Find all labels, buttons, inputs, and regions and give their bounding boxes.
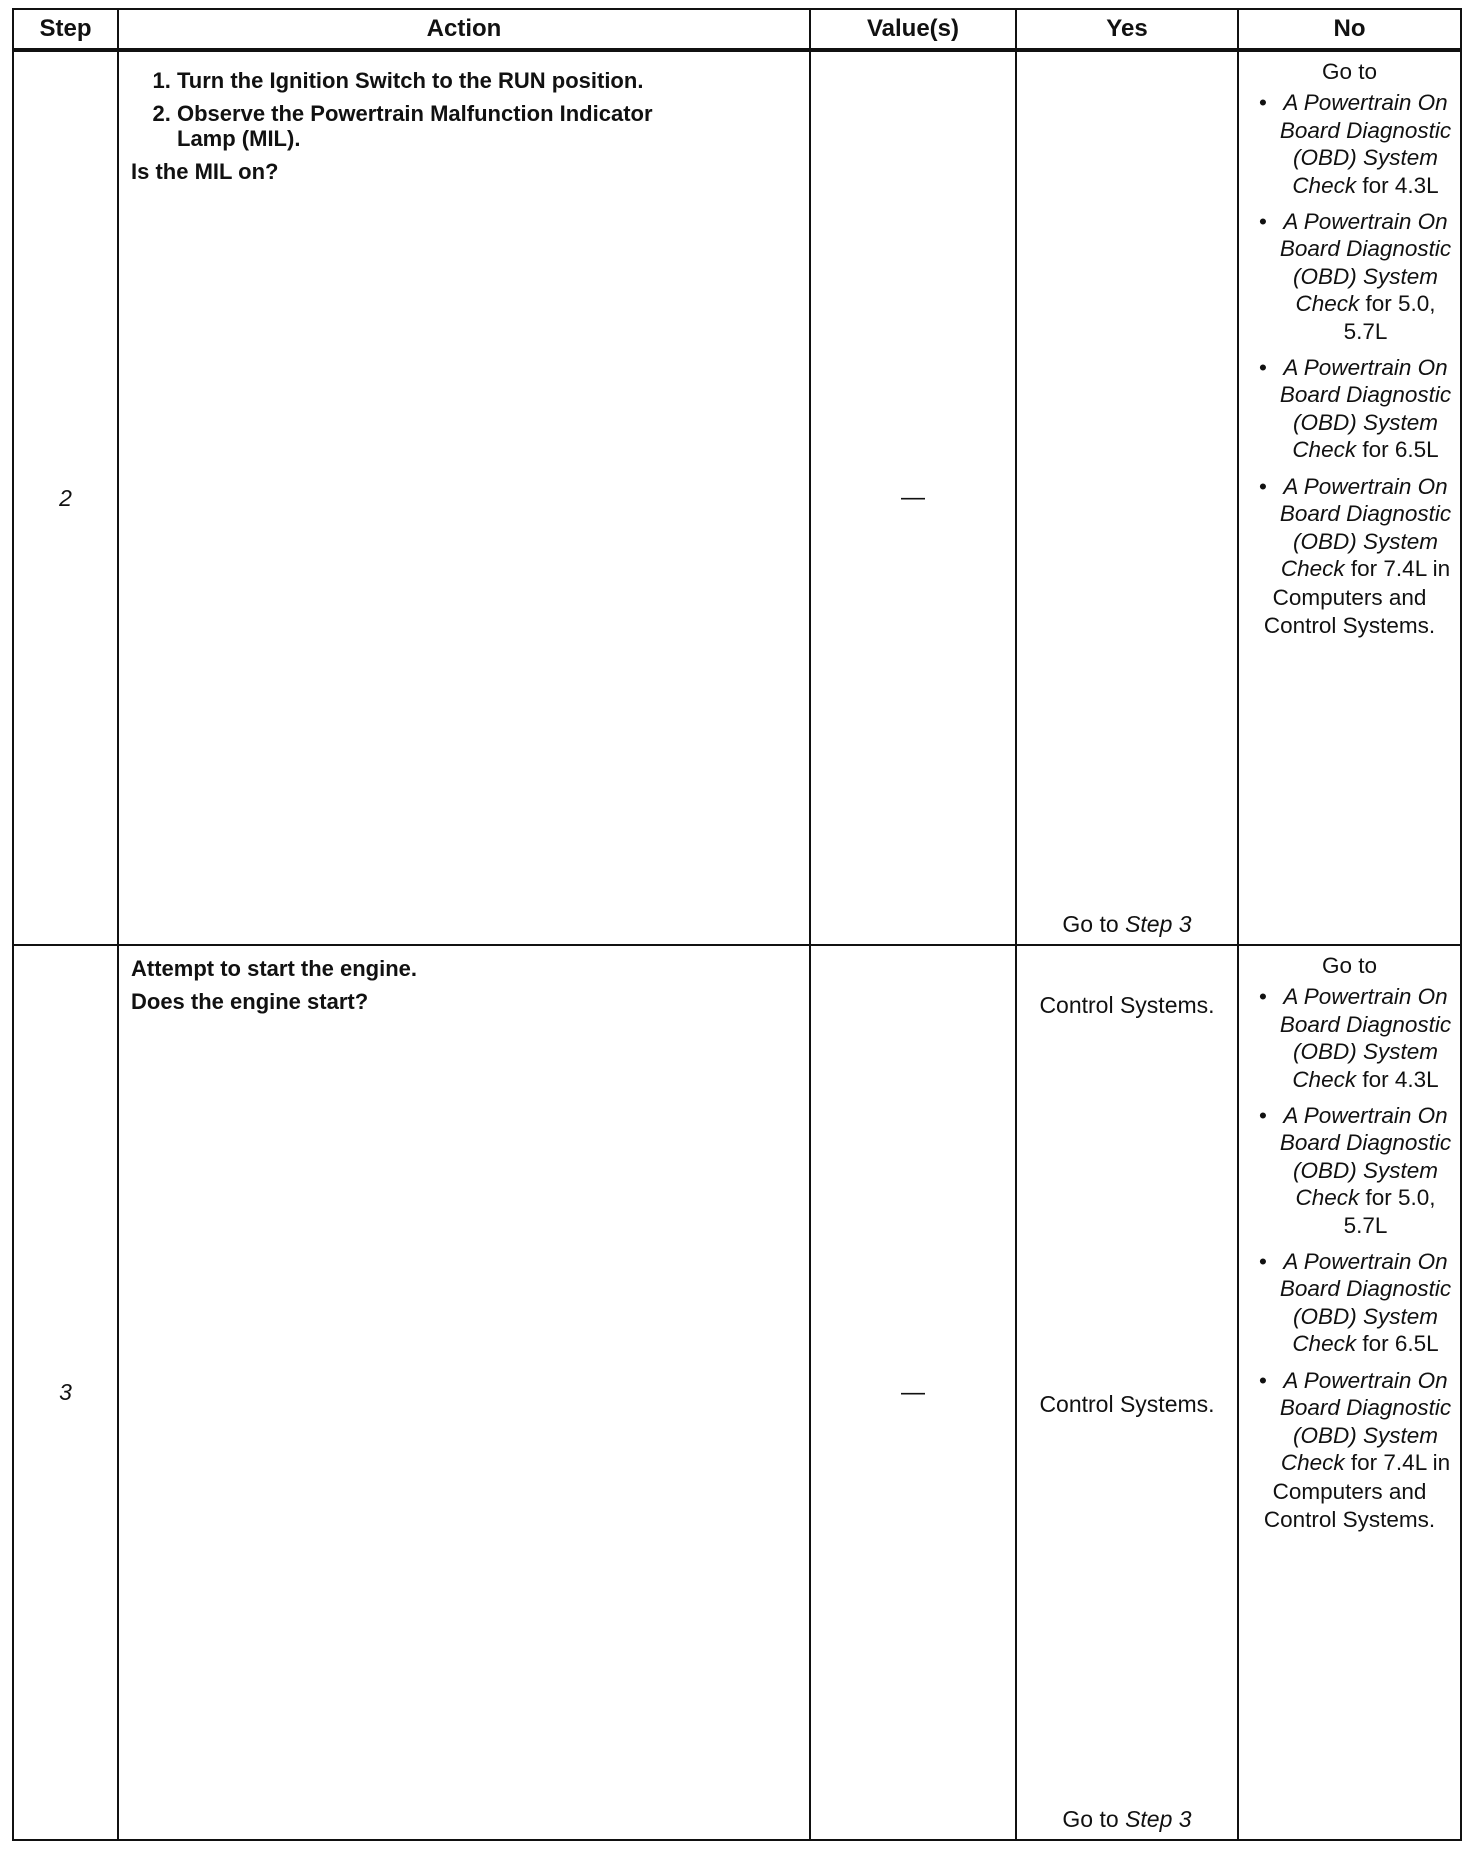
yes-goto-prefix: Go to [1062,911,1126,937]
bullet-icon: • [1259,209,1267,235]
link-suffix: for 5.0, 5.7L [1343,1185,1436,1238]
list-item [1241,1367,1458,1477]
bullet-icon: • [1259,90,1267,116]
link-suffix: for 7.4L in [1350,1449,1451,1475]
obd-check-link[interactable]: A Powertrain On Board Diagnostic (OBD) System Check [1279,209,1452,317]
action-step-1: 1. Turn the Ignition Switch to the RUN position. [177,68,799,93]
list-item [1241,354,1458,464]
obd-check-link[interactable]: A Powertrain On Board Diagnostic (OBD) System Check [1279,1103,1452,1211]
link-suffix: for 6.5L [1362,1331,1439,1357]
no-cell [1238,50,1461,945]
yes-extra-text-2: Control Systems. [1039,1391,1215,1417]
link-suffix: for 4.3L [1362,172,1439,198]
yes-goto-prefix: Go to [1062,1806,1126,1832]
bullet-icon: • [1259,1249,1267,1275]
step-number: 2 [13,50,118,945]
yes-step-link[interactable]: Step 3 [1125,911,1192,937]
table-row-step-2 [13,50,1461,945]
header-values: Value(s) [810,9,1016,50]
action-cell [118,945,810,1840]
yes-goto [1017,911,1237,938]
yes-goto [1017,1806,1237,1833]
header-yes: Yes [1016,9,1238,50]
value-cell: — [810,945,1016,1840]
action-question: Is the MIL on? [131,159,279,184]
no-link-list [1241,89,1458,582]
obd-check-link[interactable]: A Powertrain On Board Diagnostic (OBD) System Check [1279,984,1452,1092]
list-item [1241,89,1458,199]
no-link-list [1241,983,1458,1476]
action-question: Does the engine start? [131,989,369,1014]
no-tail-text: Computers and Control Systems. [1263,585,1436,638]
header-no: No [1238,9,1461,50]
list-item [1241,1102,1458,1239]
action-steps-list [131,68,799,151]
obd-check-link[interactable]: A Powertrain On Board Diagnostic (OBD) System Check [1279,1367,1452,1475]
table-header-row [13,9,1461,50]
obd-check-link[interactable]: A Powertrain On Board Diagnostic (OBD) System Check [1279,1249,1452,1357]
header-step: Step [13,9,118,50]
step-number: 3 [13,945,118,1840]
header-action: Action [118,9,810,50]
link-suffix: for 6.5L [1362,437,1439,463]
link-suffix: for 4.3L [1362,1066,1439,1092]
action-step-2: 2. Observe the Powertrain Malfunction Indicator Lamp (MIL). [177,101,697,151]
bullet-icon: • [1259,355,1267,381]
value-cell: — [810,50,1016,945]
yes-cell [1016,945,1238,1840]
link-suffix: for 5.0, 5.7L [1343,291,1436,344]
no-goto: Go to [1321,59,1378,84]
list-item [1241,1248,1458,1358]
list-item [1241,208,1458,345]
yes-step-link[interactable]: Step 3 [1125,1806,1192,1832]
obd-check-link[interactable]: A Powertrain On Board Diagnostic (OBD) System Check [1279,355,1452,463]
bullet-icon: • [1259,984,1267,1010]
no-goto: Go to [1321,953,1378,978]
yes-cell [1016,50,1238,945]
action-cell [118,50,810,945]
no-tail-text: Computers and Control Systems. [1263,1479,1436,1532]
yes-extra-text-1: Control Systems. [1039,992,1215,1018]
bullet-icon: • [1259,473,1267,499]
list-item [1241,983,1458,1093]
bullet-icon: • [1259,1103,1267,1129]
no-cell [1238,945,1461,1840]
bullet-icon: • [1259,1367,1267,1393]
list-item [1241,473,1458,583]
diagnostic-step-table [12,8,1462,1841]
action-text: Attempt to start the engine. [131,956,418,981]
table-row-step-3 [13,945,1461,1840]
link-suffix: for 7.4L in [1350,555,1451,581]
obd-check-link[interactable]: A Powertrain On Board Diagnostic (OBD) System Check [1279,90,1452,198]
obd-check-link[interactable]: A Powertrain On Board Diagnostic (OBD) System Check [1279,473,1452,581]
